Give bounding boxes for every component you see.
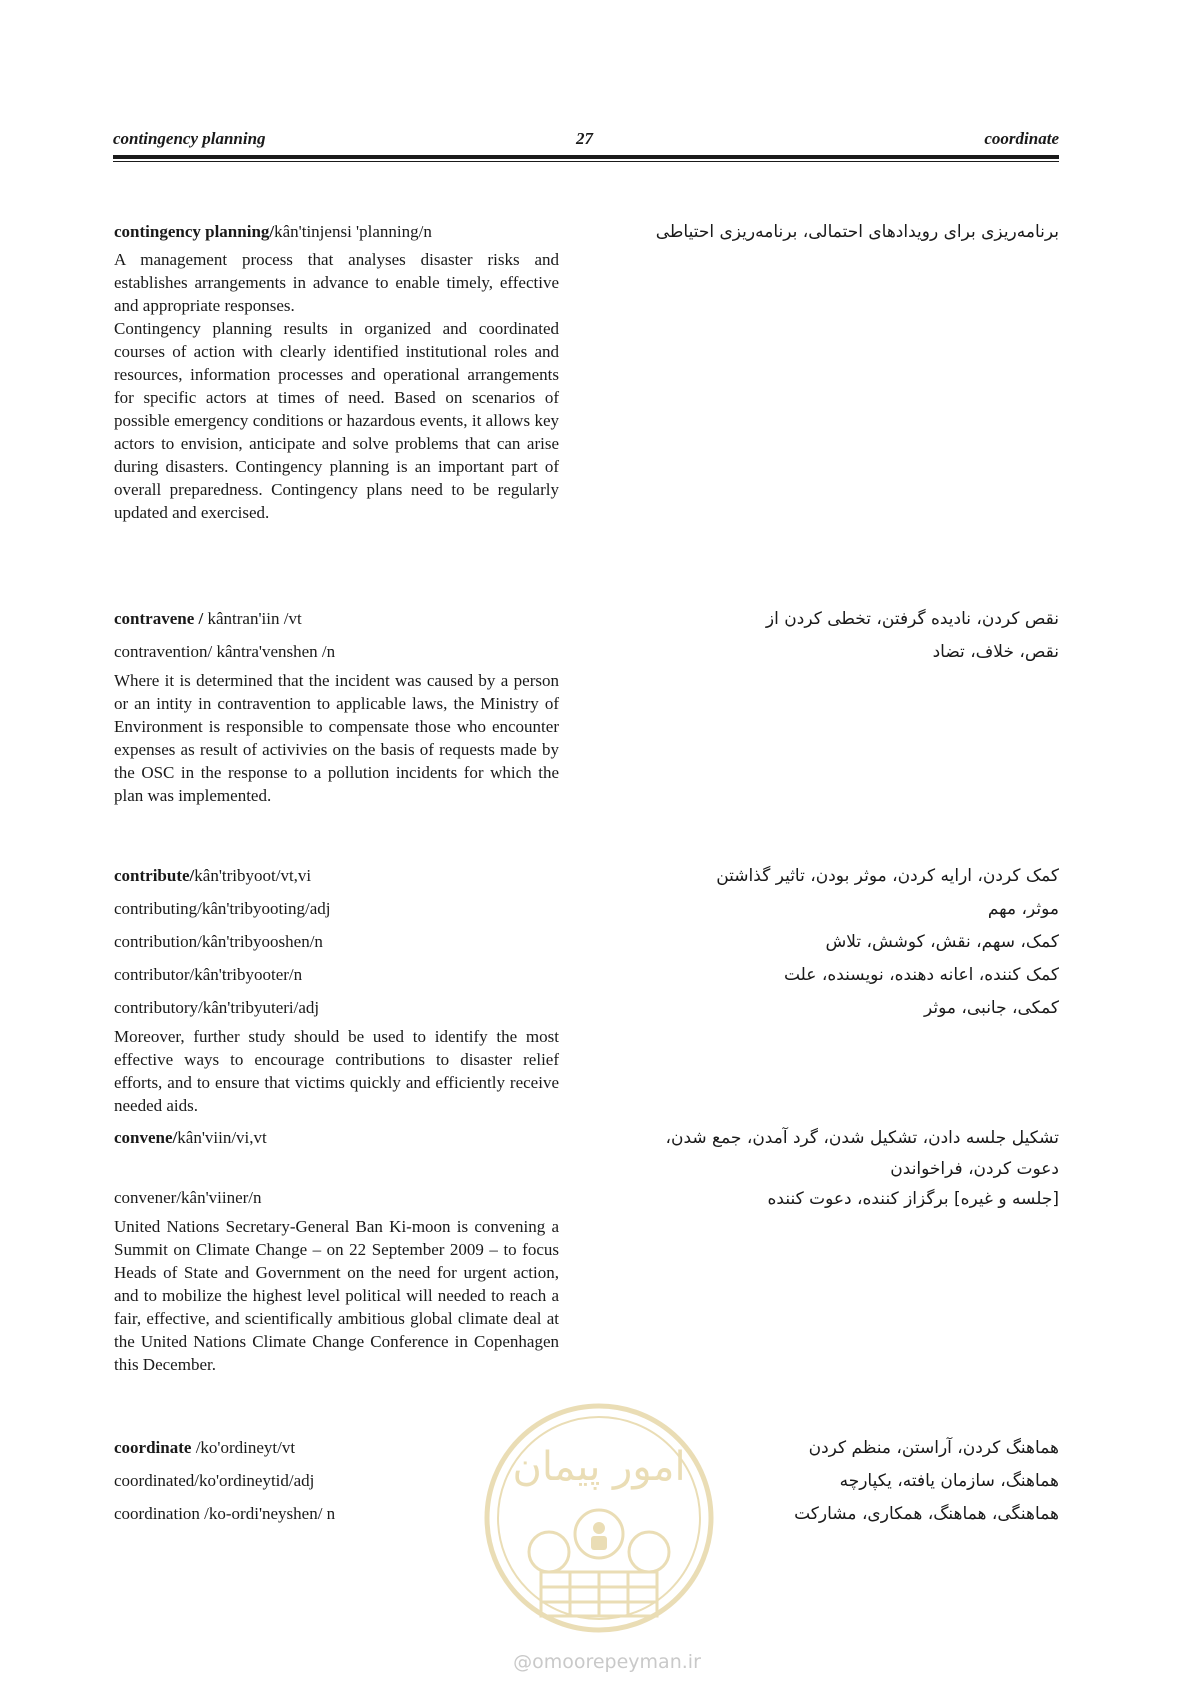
running-header bbox=[113, 128, 1059, 150]
persian-translation: نقص کردن، نادیده گرفتن، تخطی کردن از bbox=[765, 609, 1059, 629]
translation-contribute bbox=[589, 865, 1059, 1019]
at-sign-icon: @ bbox=[513, 1651, 533, 1673]
pronunciation: /ko'ordineyt/vt bbox=[191, 1438, 296, 1457]
header-rule-thin bbox=[113, 161, 1059, 162]
persian-translation: کمکی، جانبی، موثر bbox=[924, 998, 1059, 1018]
headword: contingency planning/ bbox=[114, 222, 275, 241]
derivative: contribution/kân'tribyooshen/n bbox=[114, 932, 323, 951]
headword-line bbox=[114, 221, 559, 243]
entry-contravene bbox=[114, 608, 559, 807]
persian-translation: هماهنگی، هماهنگ، همکاری، مشارکت bbox=[794, 1504, 1059, 1524]
pronunciation: kântran'iin /vt bbox=[203, 609, 302, 628]
definition: Where it is determined that the incident was caused by a person or an intity in contravention to applicable laws, the Ministry of Environment is responsible to compensate those who encounter expenses as result of activivies on the basis of requests made by the OSC in the response to a pollution incidents for which the plan was implemented. bbox=[114, 671, 559, 805]
persian-translation: [جلسه و غیره] برگزاز کننده، دعوت کننده bbox=[767, 1189, 1059, 1209]
headword: contribute/ bbox=[114, 866, 195, 885]
header-first-term: contingency planning bbox=[113, 129, 266, 148]
persian-translation: کمک کردن، ارایه کردن، موثر بودن، تاثیر گذاشتن bbox=[716, 866, 1059, 886]
header-last-term: coordinate bbox=[984, 129, 1059, 148]
watermark-logo bbox=[483, 1402, 715, 1634]
translation-contravene bbox=[589, 608, 1059, 663]
derivative: convener/kân'viiner/n bbox=[114, 1188, 262, 1207]
definition: United Nations Secretary-General Ban Ki-moon is convening a Summit on Climate Change – on 22 September 2009 – to focus Heads of State and Government on the need for urgent action, and to mobilize the highest level political will needed to reach a fair, effective, and scientifically ambitious global climate deal at the United Nations Climate Change Conference in Copenhagen this December. bbox=[114, 1217, 559, 1374]
headword-line bbox=[114, 1127, 559, 1149]
entry-convene bbox=[114, 1127, 559, 1376]
headword: coordinate bbox=[114, 1438, 192, 1457]
header-rule-thick bbox=[113, 155, 1059, 159]
logo-text: امور پیمان bbox=[512, 1444, 686, 1490]
persian-translation: دعوت کردن، فراخواندن bbox=[890, 1159, 1059, 1179]
persian-translation: هماهنگ، سازمان یافته، یکپارچه bbox=[839, 1471, 1059, 1491]
derivative: contravention/ kântra'venshen /n bbox=[114, 642, 336, 661]
derivative: coordinated/ko'ordineytid/adj bbox=[114, 1471, 315, 1490]
derivative: contributing/kân'tribyooting/adj bbox=[114, 899, 331, 918]
derivative: contributor/kân'tribyooter/n bbox=[114, 965, 303, 984]
entry-contribute bbox=[114, 865, 559, 1117]
definition: Contingency planning results in organized and coordinated courses of action with clearly identified institutional roles and resources, information processes and operational arrangements for specific actors at times of need. Based on scenarios of possible emergency conditions or hazardous events, it allows key actors to envision, anticipate and solve problems that can arise during disasters. Contingency planning is an important part of overall preparedness. Contingency plans need to be regularly updated and exercised. bbox=[114, 319, 559, 522]
definition: Moreover, further study should be used to identify the most effective ways to encourage contributions to disaster relief efforts, and to ensure that victims quickly and efficiently receive needed aids. bbox=[114, 1027, 559, 1115]
headword: contravene / bbox=[114, 609, 204, 628]
pronunciation: kân'tribyoot/vt,vi bbox=[194, 866, 312, 885]
pronunciation: kân'tinjensi 'planning/n bbox=[274, 222, 432, 241]
seal-icon bbox=[483, 1402, 715, 1634]
derivative: coordination /ko-ordi'neyshen/ n bbox=[114, 1504, 336, 1523]
headword-line bbox=[114, 608, 559, 630]
pronunciation: kân'viin/vi,vt bbox=[177, 1128, 267, 1147]
persian-translation: تشکیل جلسه دادن، تشکیل شدن، گرد آمدن، جمع شدن، bbox=[665, 1128, 1059, 1148]
persian-translation: کمک کننده، اعانه دهنده، نویسنده، علت bbox=[783, 965, 1059, 985]
persian-translation: برنامه‌ریزی برای رویدادهای احتمالی، برنامه‌ریزی احتیاطی bbox=[655, 222, 1059, 242]
page-number: 27 bbox=[576, 129, 593, 148]
derivative: contributory/kân'tribyuteri/adj bbox=[114, 998, 320, 1017]
persian-translation: نقص، خلاف، تضاد bbox=[932, 642, 1059, 662]
watermark-url bbox=[492, 1651, 722, 1673]
persian-translation: هماهنگ کردن، آراستن، منظم کردن bbox=[808, 1438, 1059, 1458]
translation-contingency-planning bbox=[589, 221, 1059, 243]
persian-translation: موثر، مهم bbox=[987, 899, 1059, 919]
definition: A management process that analyses disaster risks and establishes arrangements in advance to enable timely, effective and appropriate responses. bbox=[114, 250, 559, 315]
watermark-url-text: omoorepeyman.ir bbox=[532, 1651, 701, 1673]
headword-line bbox=[114, 865, 559, 887]
headword: convene/ bbox=[114, 1128, 178, 1147]
persian-translation: کمک، سهم، نقش، کوشش، تلاش bbox=[825, 932, 1059, 952]
translation-convene bbox=[589, 1127, 1059, 1210]
entry-contingency-planning bbox=[114, 221, 559, 524]
